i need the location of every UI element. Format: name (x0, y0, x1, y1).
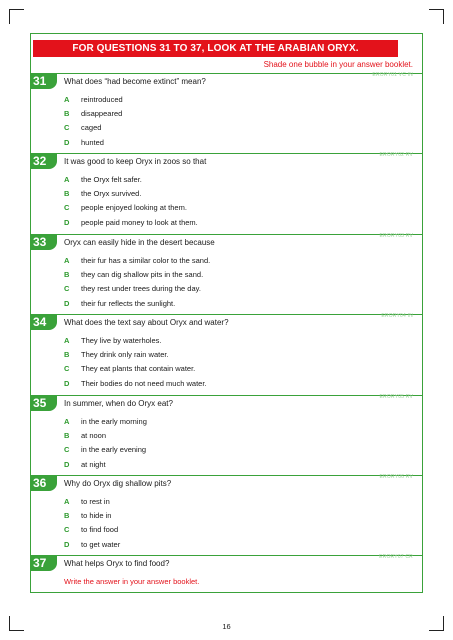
option-a[interactable]: A in the early morning (64, 417, 147, 426)
question-34 (30, 314, 423, 393)
question-35 (30, 395, 423, 474)
crop-mark-top-right (429, 9, 444, 24)
question-code: ERORY02 RV (379, 152, 413, 158)
option-c[interactable]: C to find food (64, 525, 119, 534)
option-d[interactable]: D Their bodies do not need much water. (64, 379, 207, 388)
question-number: 37 (30, 556, 57, 571)
option-c[interactable]: C they rest under trees during the day. (64, 284, 201, 293)
option-b[interactable]: B disappeared (64, 109, 123, 118)
section-header: FOR QUESTIONS 31 TO 37, LOOK AT THE ARABIAN ORYX. (33, 40, 398, 57)
question-33 (30, 234, 423, 313)
question-number: 31 (30, 74, 57, 89)
option-d[interactable]: D at night (64, 460, 106, 469)
crop-mark-top-left (9, 9, 24, 24)
option-a[interactable]: A the Oryx felt safer. (64, 175, 142, 184)
option-a[interactable]: A They live by waterholes. (64, 336, 162, 345)
question-text: What does the text say about Oryx and water? (64, 318, 229, 327)
question-code: ERORY06 RV (379, 474, 413, 480)
option-d[interactable]: D to get water (64, 540, 121, 549)
question-32 (30, 153, 423, 232)
instruction-text: Shade one bubble in your answer booklet. (263, 60, 413, 69)
question-text: It was good to keep Oryx in zoos so that (64, 157, 207, 166)
question-36 (30, 475, 423, 554)
question-number: 35 (30, 396, 57, 411)
option-b[interactable]: B They drink only rain water. (64, 350, 169, 359)
question-code: ERORY04 IN (381, 313, 413, 319)
option-a[interactable]: A their fur has a similar color to the sand. (64, 256, 211, 265)
question-text: In summer, when do Oryx eat? (64, 399, 173, 408)
page-number: 16 (222, 622, 231, 631)
option-d[interactable]: D people paid money to look at them. (64, 218, 198, 227)
answer-instruction: Write the answer in your answer booklet. (64, 577, 200, 586)
question-code: ERORY01 VC IN (372, 72, 413, 78)
question-number: 34 (30, 315, 57, 330)
option-c[interactable]: C people enjoyed looking at them. (64, 203, 187, 212)
option-c[interactable]: C caged (64, 123, 102, 132)
question-text: What does “had become extinct” mean? (64, 77, 206, 86)
option-d[interactable]: D hunted (64, 138, 104, 147)
question-number: 32 (30, 154, 57, 169)
option-b[interactable]: B to hide in (64, 511, 112, 520)
option-b[interactable]: B they can dig shallow pits in the sand. (64, 270, 204, 279)
option-c[interactable]: C in the early evening (64, 445, 147, 454)
option-b[interactable]: B at noon (64, 431, 107, 440)
question-number: 33 (30, 235, 57, 250)
option-d[interactable]: D their fur reflects the sunlight. (64, 299, 176, 308)
question-text: Oryx can easily hide in the desert because (64, 238, 215, 247)
option-a[interactable]: A reintroduced (64, 95, 123, 104)
question-37 (30, 555, 423, 593)
question-31 (30, 73, 423, 152)
option-a[interactable]: A to rest in (64, 497, 110, 506)
option-c[interactable]: C They eat plants that contain water. (64, 364, 196, 373)
question-number: 36 (30, 476, 57, 491)
question-text: Why do Oryx dig shallow pits? (64, 479, 172, 488)
question-code: ERORY03 RV (379, 233, 413, 239)
question-code: ERORY07 CR (379, 554, 413, 560)
question-text: What helps Oryx to find food? (64, 559, 170, 568)
question-code: ERORY05 RV (379, 394, 413, 400)
option-b[interactable]: B the Oryx survived. (64, 189, 142, 198)
